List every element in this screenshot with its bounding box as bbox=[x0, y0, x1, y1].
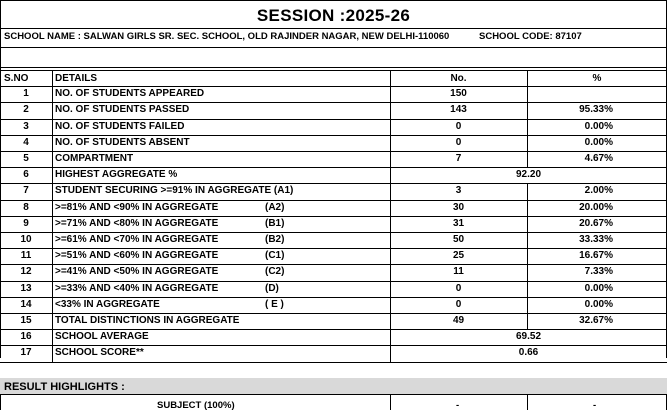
col-border-pct bbox=[527, 86, 528, 102]
row-no: 7 bbox=[455, 153, 462, 164]
row-no: 0 bbox=[455, 137, 462, 148]
row-border bbox=[0, 167, 667, 168]
row-pct: 7.33% bbox=[584, 266, 613, 277]
row-pct: 33.33% bbox=[579, 234, 613, 245]
row-no: 49 bbox=[452, 315, 465, 326]
subject-label: SUBJECT (100%) bbox=[157, 400, 235, 411]
row-grade: (A2) bbox=[265, 202, 285, 213]
row-detail: NO. OF STUDENTS PASSED bbox=[55, 104, 190, 115]
row-sno: 12 bbox=[20, 266, 32, 277]
row-border bbox=[0, 264, 667, 265]
row-sno: 17 bbox=[20, 347, 32, 358]
header-sno: S.NO bbox=[4, 73, 29, 84]
row-detail: HIGHEST AGGREGATE % bbox=[55, 169, 178, 180]
row-border bbox=[0, 183, 667, 184]
row-detail: NO. OF STUDENTS ABSENT bbox=[55, 137, 190, 148]
school-name: SCHOOL NAME : SALWAN GIRLS SR. SEC. SCHOOL, OLD RAJINDER NAGAR, NEW DELHI-110060 bbox=[4, 31, 450, 42]
row-no: 143 bbox=[450, 104, 467, 115]
row-no: 50 bbox=[452, 234, 465, 245]
row-grade: ( E ) bbox=[265, 299, 284, 310]
row-detail: TOTAL DISTINCTIONS IN AGGREGATE bbox=[55, 315, 240, 326]
row-merged-value: 92.20 bbox=[515, 169, 542, 180]
row-detail: >=61% AND <70% IN AGGREGATE bbox=[55, 234, 219, 245]
row-detail: >=71% AND <80% IN AGGREGATE bbox=[55, 218, 219, 229]
row-grade: (C2) bbox=[265, 266, 285, 277]
border-gap bbox=[0, 67, 667, 68]
row-detail: NO. OF STUDENTS APPEARED bbox=[55, 88, 205, 99]
row-no: 25 bbox=[452, 250, 465, 261]
row-detail: COMPARTMENT bbox=[55, 153, 134, 164]
row-pct: 0.00% bbox=[584, 283, 613, 294]
row-pct: 20.00% bbox=[579, 202, 613, 213]
row-sno: 1 bbox=[23, 88, 29, 99]
row-pct: 32.67% bbox=[579, 315, 613, 326]
row-grade: (B1) bbox=[265, 218, 285, 229]
header-pct: % bbox=[592, 73, 602, 84]
row-no: 150 bbox=[450, 88, 467, 99]
row-border bbox=[0, 119, 667, 120]
row-sno: 5 bbox=[23, 153, 29, 164]
row-no: 11 bbox=[453, 266, 464, 277]
row-border bbox=[0, 345, 667, 346]
header-details: DETAILS bbox=[55, 73, 98, 84]
school-code: SCHOOL CODE: 87107 bbox=[479, 31, 582, 42]
row-no: 31 bbox=[452, 218, 465, 229]
row-merged-value: 0.66 bbox=[518, 347, 539, 358]
row-no: 0 bbox=[455, 121, 462, 132]
row-detail: >=81% AND <90% IN AGGREGATE bbox=[55, 202, 219, 213]
row-detail: >=33% AND <40% IN AGGREGATE bbox=[55, 283, 219, 294]
row-detail: NO. OF STUDENTS FAILED bbox=[55, 121, 185, 132]
highlights-title: RESULT HIGHLIGHTS : bbox=[4, 381, 125, 393]
row-pct: 16.67% bbox=[579, 250, 613, 261]
session-title: SESSION :2025-26 bbox=[256, 6, 411, 25]
row-no: 30 bbox=[452, 202, 465, 213]
row-sno: 3 bbox=[23, 121, 29, 132]
row-border bbox=[0, 86, 667, 87]
border-school bbox=[0, 47, 667, 48]
row-pct: 95.33% bbox=[579, 104, 613, 115]
row-detail: >=41% AND <50% IN AGGREGATE bbox=[55, 266, 219, 277]
row-sno: 7 bbox=[23, 185, 29, 196]
row-grade: (D) bbox=[265, 283, 279, 294]
row-sno: 10 bbox=[20, 234, 32, 245]
row-border bbox=[0, 216, 667, 217]
border-top bbox=[0, 0, 667, 1]
row-border bbox=[0, 248, 667, 249]
row-detail: SCHOOL AVERAGE bbox=[55, 331, 149, 342]
border-title bbox=[0, 28, 667, 29]
row-border bbox=[0, 135, 667, 136]
border-header-top bbox=[0, 70, 667, 71]
row-sno: 8 bbox=[23, 202, 29, 213]
row-border bbox=[0, 297, 667, 298]
row-border bbox=[0, 232, 667, 233]
row-pct: 2.00% bbox=[584, 185, 613, 196]
header-no: No. bbox=[450, 73, 467, 84]
row-pct: 0.00% bbox=[584, 299, 613, 310]
col-border-details bbox=[52, 70, 53, 362]
row-grade: (C1) bbox=[265, 250, 285, 261]
row-detail: >=51% AND <60% IN AGGREGATE bbox=[55, 250, 219, 261]
row-pct: 0.00% bbox=[584, 121, 613, 132]
row-border bbox=[0, 151, 667, 152]
row-border bbox=[0, 329, 667, 330]
row-no: 0 bbox=[455, 299, 462, 310]
row-border bbox=[0, 200, 667, 201]
row-sno: 9 bbox=[23, 218, 29, 229]
row-pct: 4.67% bbox=[584, 153, 613, 164]
row-merged-value: 69.52 bbox=[515, 331, 542, 342]
row-detail: STUDENT SECURING >=91% IN AGGREGATE (A1) bbox=[55, 185, 294, 196]
hl-border-mid bbox=[0, 394, 667, 395]
row-sno: 2 bbox=[23, 104, 29, 115]
row-sno: 16 bbox=[20, 331, 32, 342]
row-detail: <33% IN AGGREGATE bbox=[55, 299, 160, 310]
row-sno: 14 bbox=[20, 299, 32, 310]
row-no: 0 bbox=[455, 283, 462, 294]
subject-value-2: - bbox=[593, 400, 597, 411]
row-sno: 15 bbox=[20, 315, 32, 326]
row-no: 3 bbox=[455, 185, 462, 196]
subject-value-1: - bbox=[456, 400, 460, 411]
row-border bbox=[0, 313, 667, 314]
row-border bbox=[0, 362, 667, 363]
row-pct: 20.67% bbox=[579, 218, 613, 229]
row-detail: SCHOOL SCORE** bbox=[55, 347, 144, 358]
row-grade: (B2) bbox=[265, 234, 285, 245]
row-sno: 6 bbox=[23, 169, 29, 180]
row-pct: 0.00% bbox=[584, 137, 613, 148]
row-sno: 11 bbox=[20, 250, 32, 261]
row-sno: 4 bbox=[23, 137, 29, 148]
row-border bbox=[0, 102, 667, 103]
row-border bbox=[0, 281, 667, 282]
row-sno: 13 bbox=[20, 283, 32, 294]
